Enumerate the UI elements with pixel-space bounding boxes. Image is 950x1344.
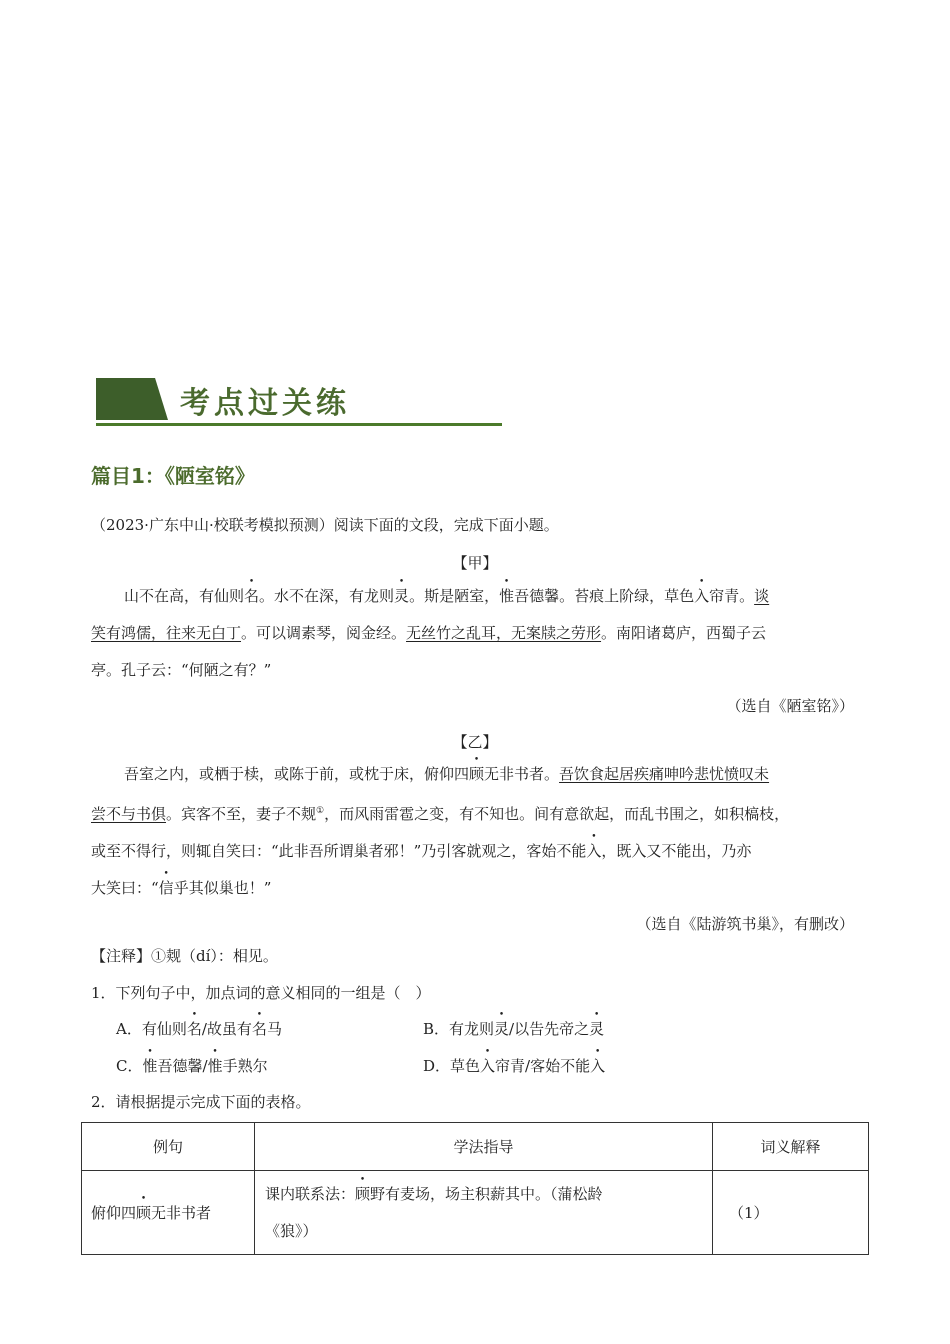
answer-table <box>81 1122 869 1255</box>
option-c[interactable] <box>116 1055 268 1076</box>
dotted-word: 顾 <box>469 765 485 783</box>
banner-underline <box>96 423 502 426</box>
guide-cell <box>255 1171 713 1255</box>
option-a[interactable] <box>116 1018 282 1039</box>
option-text: A．有仙则 <box>116 1020 187 1038</box>
jia-text: 。水不在深，有龙则 <box>259 587 395 605</box>
dotted-word: 信 <box>158 879 174 897</box>
dotted-word: 灵 <box>589 1020 605 1038</box>
dotted-word: 顾 <box>355 1184 371 1203</box>
dotted-word: 名 <box>186 1020 202 1038</box>
cell-text: 《狼》） <box>265 1221 318 1240</box>
annotation-note: 【注释】①觌（dí）：相见。 <box>91 947 278 965</box>
table-header: 词义解释 <box>713 1123 869 1171</box>
jia-text: 。斯是陋室， <box>409 587 500 605</box>
option-b[interactable] <box>423 1018 604 1039</box>
option-text: 吾德馨/ <box>157 1057 208 1075</box>
banner-title: 考点过关练 <box>180 386 350 421</box>
dotted-word: 灵 <box>494 1020 510 1038</box>
dotted-word: 入 <box>480 1057 496 1075</box>
section-banner <box>96 376 502 430</box>
dotted-word: 名 <box>251 1020 267 1038</box>
dotted-word: 顾 <box>136 1204 152 1222</box>
cell-text: 课内联系法： <box>265 1184 356 1203</box>
underlined-text: 谈 <box>754 587 770 605</box>
table-header-row <box>82 1123 869 1171</box>
underlined-text: 笑有鸿儒，往来无白丁 <box>91 624 242 642</box>
yi-source: （选自《陆游筑书巢》，有删改） <box>636 915 854 933</box>
yi-text: 无非书者。 <box>484 765 560 783</box>
footnote-mark: ① <box>316 806 325 816</box>
cell-text: 俯仰四 <box>91 1204 137 1222</box>
option-text: C． <box>116 1057 143 1075</box>
yi-text: 吾室之内，或栖于椟，或陈于前，或枕于床，俯仰四 <box>124 765 470 783</box>
underlined-text: 吾饮食起居疾痛呻吟悲忧愤叹未 <box>559 765 770 783</box>
yi-label: 【乙】 <box>452 733 498 751</box>
table-header: 例句 <box>82 1123 255 1171</box>
cell-text: 野有麦场，场主积薪其中。（蒲松龄 <box>370 1184 603 1203</box>
dotted-word: 惟 <box>499 587 515 605</box>
option-d[interactable] <box>423 1055 605 1076</box>
jia-label: 【甲】 <box>452 554 498 572</box>
option-text: 手熟尔 <box>222 1057 268 1075</box>
option-text: D．草色 <box>423 1057 481 1075</box>
jia-text: 亭。孔子云：“何陋之有？” <box>91 661 272 679</box>
answer-cell[interactable]: （1） <box>713 1171 869 1255</box>
yi-text: ，既入又不能出，乃亦 <box>601 842 752 860</box>
yi-passage <box>91 756 866 907</box>
jia-source: （选自《陋室铭》） <box>726 697 854 715</box>
banner-block <box>96 378 168 420</box>
section-heading: 篇目1：《陋室铭》 <box>91 464 255 488</box>
yi-text: 或至不得行，则辄自笑曰：“此非吾所谓巢者邪！”乃引客就观之，客始不能 <box>91 842 587 860</box>
jia-text: 。可以调素琴，阅金经。 <box>241 624 407 642</box>
dotted-word: 入 <box>590 1057 606 1075</box>
jia-text: 吾德馨。苔痕上阶绿，草色 <box>514 587 695 605</box>
option-text: 马 <box>266 1020 282 1038</box>
cell-text: 无非书者 <box>151 1204 212 1222</box>
dotted-word: 惟 <box>207 1057 223 1075</box>
yi-text: ，而风雨雷雹之变，有不知也。间有意欲起，而乱书围之，如积槁枝， <box>324 805 790 823</box>
yi-text: 。宾客不至，妻子不觌 <box>166 805 317 823</box>
dotted-word: 入 <box>694 587 710 605</box>
option-text: /故虽有 <box>201 1020 252 1038</box>
dotted-word: 入 <box>586 842 602 860</box>
jia-text: 帘青。 <box>709 587 755 605</box>
dotted-word: 灵 <box>394 587 410 605</box>
intro-text: （2023·广东中山·校联考模拟预测）阅读下面的文段，完成下面小题。 <box>91 516 559 534</box>
yi-text: 乎其似巢也！” <box>173 879 272 897</box>
dotted-word: 名 <box>244 587 260 605</box>
yi-text: 大笑曰：“ <box>91 879 159 897</box>
example-cell <box>82 1171 255 1255</box>
underlined-text: 尝不与书俱 <box>91 805 167 823</box>
dotted-word: 惟 <box>142 1057 158 1075</box>
question-2-stem: 2．请根据提示完成下面的表格。 <box>91 1093 311 1111</box>
question-1-stem: 1．下列句子中，加点词的意义相同的一组是（ ） <box>91 984 431 1002</box>
option-text: /以告先帝之 <box>509 1020 590 1038</box>
table-header: 学法指导 <box>255 1123 713 1171</box>
jia-text: 。南阳诸葛庐，西蜀子云 <box>601 624 767 642</box>
jia-text: 山不在高，有仙则 <box>124 587 245 605</box>
table-row <box>82 1171 869 1255</box>
underlined-text: 无丝竹之乱耳，无案牍之劳形 <box>406 624 602 642</box>
jia-passage <box>91 578 861 689</box>
option-text: B．有龙则 <box>423 1020 495 1038</box>
option-text: 帘青/客始不能 <box>495 1057 591 1075</box>
